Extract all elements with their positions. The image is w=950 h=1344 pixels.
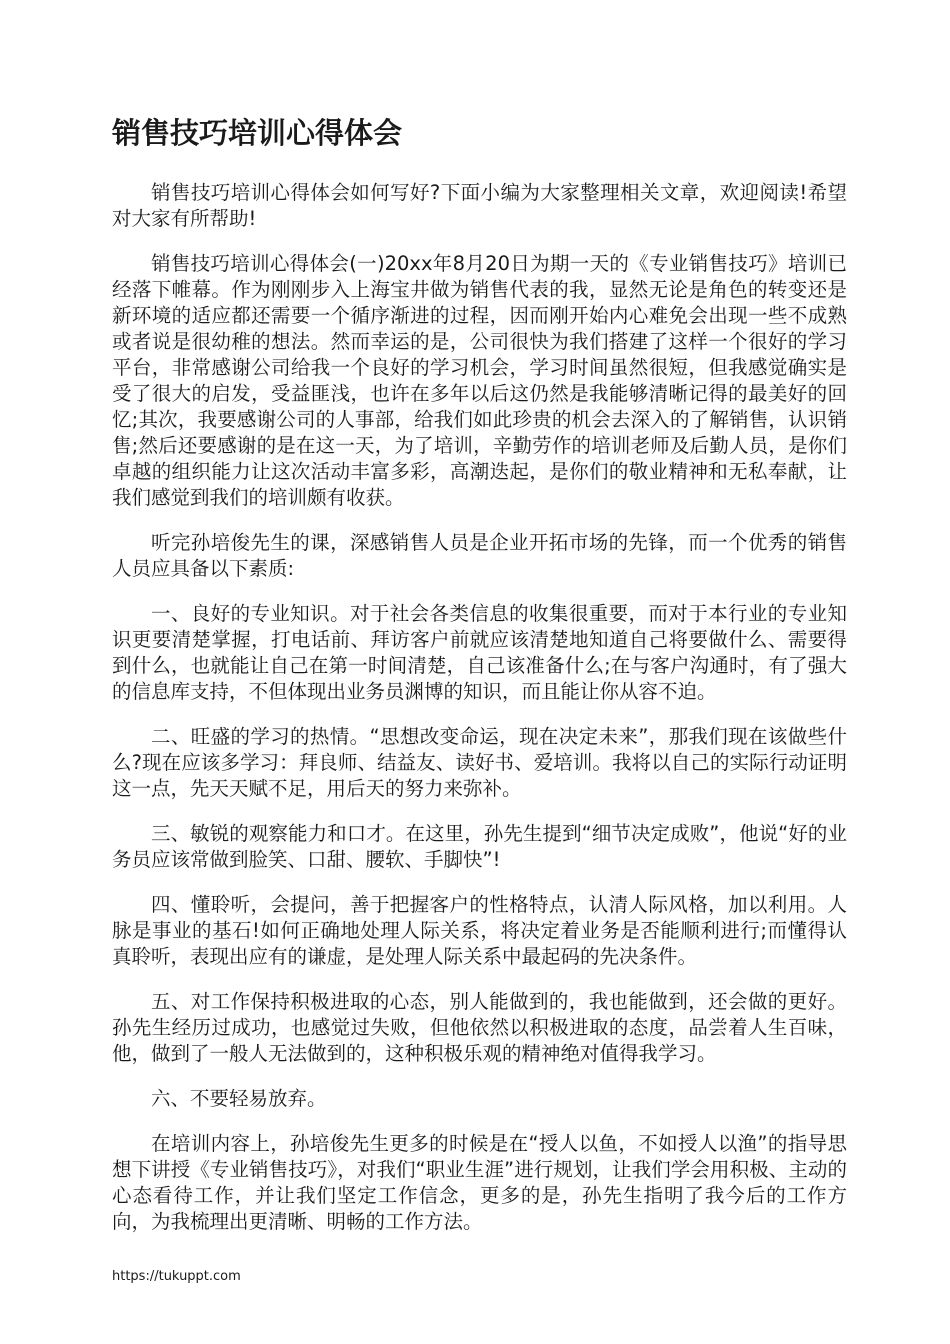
paragraph-intro: 销售技巧培训心得体会如何写好?下面小编为大家整理相关文章，欢迎阅读!希望对大家有所帮助!	[112, 181, 847, 230]
paragraph-point-6: 六、不要轻易放弃。	[151, 1087, 327, 1110]
footer-url: https://tukuppt.com	[112, 1269, 241, 1284]
paragraph-point-3: 三、敏锐的观察能力和口才。在这里，孙先生提到“细节决定成败”，他说“好的业务员应该常做到脸笑、口甜、腰软、手脚快”!	[112, 822, 847, 871]
document-body	[112, 180, 847, 1254]
document-title: 销售技巧培训心得体会	[112, 116, 403, 150]
paragraph-point-2: 二、旺盛的学习的热情。“思想改变命运，现在决定未来”，那我们现在该做些什么?现在应该多学习：拜良师、结益友、读好书、爱培训。我将以自己的实际行动证明这一点，先天天赋不足，用后天的努力来弥补。	[112, 725, 847, 800]
paragraph-qualities-intro: 听完孙培俊先生的课，深感销售人员是企业开拓市场的先锋，而一个优秀的销售人员应具备以下素质:	[112, 531, 847, 580]
paragraph-conclusion: 在培训内容上，孙培俊先生更多的时候是在“授人以鱼，不如授人以渔”的指导思想下讲授《专业销售技巧》，对我们“职业生涯”进行规划，让我们学会用积极、主动的心态看待工作，并让我们坚定工作信念，更多的是，孙先生指明了我今后的工作方向，为我梳理出更清晰、明畅的工作方法。	[112, 1132, 847, 1233]
paragraph-point-5: 五、对工作保持积极进取的心态，别人能做到的，我也能做到，还会做的更好。孙先生经历过成功，也感觉过失败，但他依然以积极进取的态度，品尝着人生百味，他，做到了一般人无法做到的，这种积极乐观的精神绝对值得我学习。	[112, 990, 847, 1065]
paragraph-training-summary: 销售技巧培训心得体会(一)20xx年8月20日为期一天的《专业销售技巧》培训已经落下帷幕。作为刚刚步入上海宝井做为销售代表的我，显然无论是角色的转变还是新环境的适应都还需要一个循序渐进的过程，因而刚开始内心难免会出现一些不成熟或者说是很幼稚的想法。然而幸运的是，公司很快为我们搭建了这样一个很好的学习平台，非常感谢公司给我一个良好的学习机会，学习时间虽然很短，但我感觉确实是受了很大的启发，受益匪浅，也许在多年以后这仍然是我能够清晰记得的最美好的回忆;其次，我要感谢公司的人事部，给我们如此珍贵的机会去深入的了解销售，认识销售;然后还要感谢的是在这一天，为了培训，辛勤劳作的培训老师及后勤人员，是你们卓越的组织能力让这次活动丰富多彩，高潮迭起，是你们的敬业精神和无私奉献，让我们感觉到我们的培训颇有收获。	[112, 252, 847, 509]
paragraph-point-4: 四、懂聆听，会提问，善于把握客户的性格特点，认清人际风格，加以利用。人脉是事业的基石!如何正确地处理人际关系，将决定着业务是否能顺利进行;而懂得认真聆听，表现出应有的谦虚，是处理人际关系中最起码的先决条件。	[112, 893, 847, 968]
paragraph-point-1: 一、良好的专业知识。对于社会各类信息的收集很重要，而对于本行业的专业知识更要清楚掌握，打电话前、拜访客户前就应该清楚地知道自己将要做什么、需要得到什么，也就能让自己在第一时间清楚，自己该准备什么;在与客户沟通时，有了强大的信息库支持，不但体现出业务员渊博的知识，而且能让你从容不迫。	[112, 602, 847, 703]
